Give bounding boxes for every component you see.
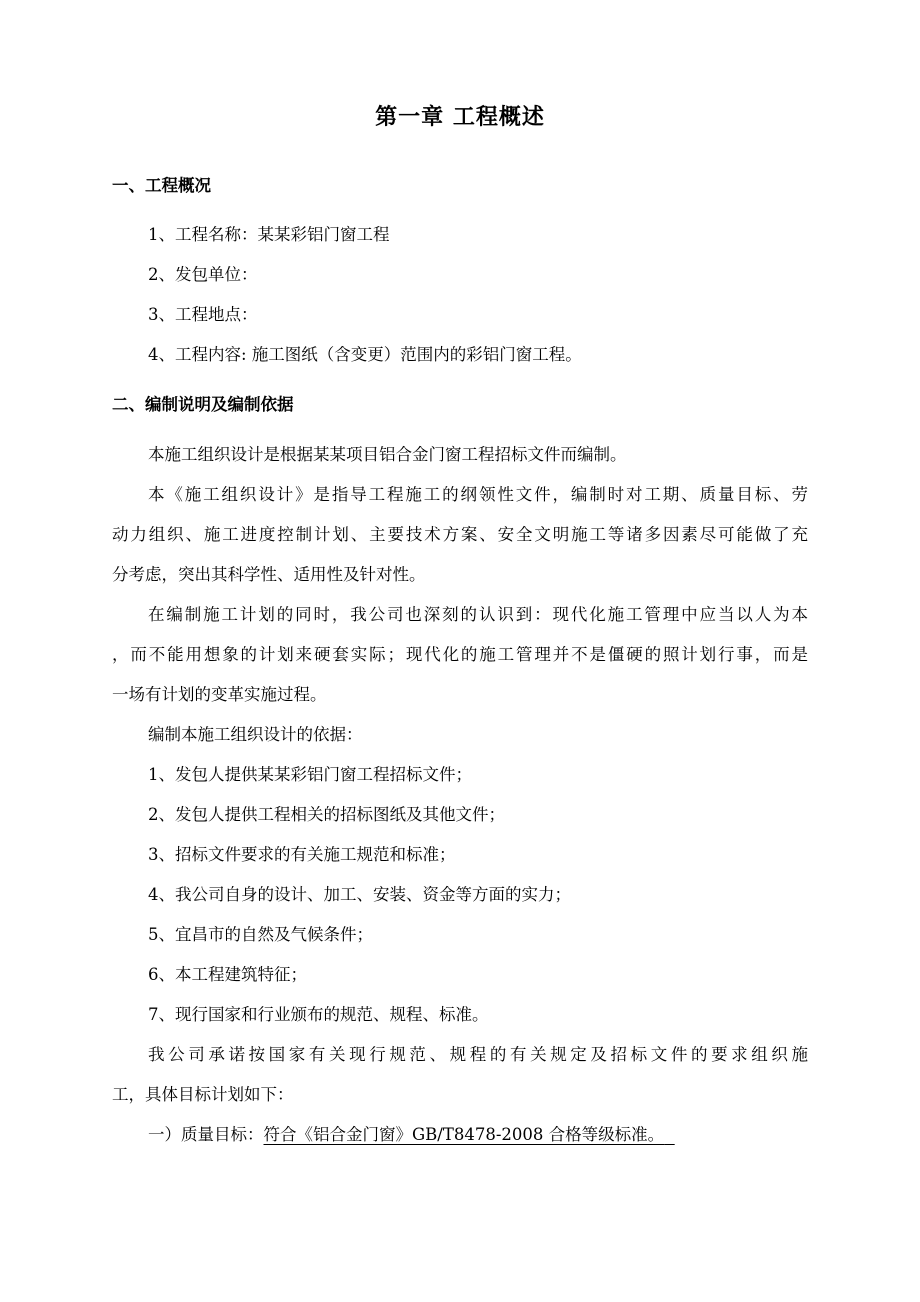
basis-intro: 编制本施工组织设计的依据： [148, 725, 363, 744]
basis-item: 6、本工程建筑特征； [148, 965, 307, 984]
overview-item: 4、工程内容: 施工图纸（含变更）范围内的彩铝门窗工程。 [148, 345, 582, 364]
underline-tail [664, 1125, 675, 1144]
quality-target-value: 符合《铝合金门窗》GB/T8478-2008 合格等级标准。 [263, 1125, 665, 1144]
page-title: 第一章 工程概述 [375, 105, 545, 130]
paragraph-line: ，而不能用想象的计划来硬套实际；现代化的施工管理并不是僵硬的照计划行事，而是 [112, 645, 808, 664]
paragraph-line: 工，具体目标计划如下： [112, 1085, 294, 1104]
paragraph-line: 本施工组织设计是根据某某项目铝合金门窗工程招标文件而编制。 [148, 445, 627, 464]
section-heading-overview: 一、工程概况 [112, 176, 211, 195]
paragraph-line: 在编制施工计划的同时，我公司也深刻的认识到：现代化施工管理中应当以人为本 [148, 605, 808, 624]
overview-item: 3、工程地点： [148, 305, 258, 324]
basis-item: 2、发包人提供工程相关的招标图纸及其他文件； [148, 805, 505, 824]
basis-item: 4、我公司自身的设计、加工、安装、资金等方面的实力； [148, 885, 571, 904]
basis-item: 1、发包人提供某某彩铝门窗工程招标文件； [148, 765, 472, 784]
basis-item: 3、招标文件要求的有关施工规范和标准； [148, 845, 456, 864]
paragraph-line: 我公司承诺按国家有关现行规范、规程的有关规定及招标文件的要求组织施 [148, 1045, 808, 1064]
basis-item: 7、现行国家和行业颁布的规范、规程、标准。 [148, 1005, 489, 1024]
quality-target-line [148, 1120, 675, 1150]
overview-item: 1、工程名称：某某彩铝门窗工程 [148, 225, 390, 244]
paragraph-line: 动力组织、施工进度控制计划、主要技术方案、安全文明施工等诸多因素尽可能做了充 [112, 525, 808, 544]
paragraph-line: 一场有计划的变革实施过程。 [112, 685, 327, 704]
overview-item: 2、发包单位： [148, 265, 258, 284]
paragraph-line: 分考虑，突出其科学性、适用性及针对性。 [112, 565, 426, 584]
paragraph-line: 本《施工组织设计》是指导工程施工的纲领性文件，编制时对工期、质量目标、劳 [148, 485, 808, 504]
basis-item: 5、宜昌市的自然及气候条件； [148, 925, 373, 944]
section-heading-basis: 二、编制说明及编制依据 [112, 395, 294, 414]
quality-target-label: 一）质量目标： [148, 1125, 264, 1144]
